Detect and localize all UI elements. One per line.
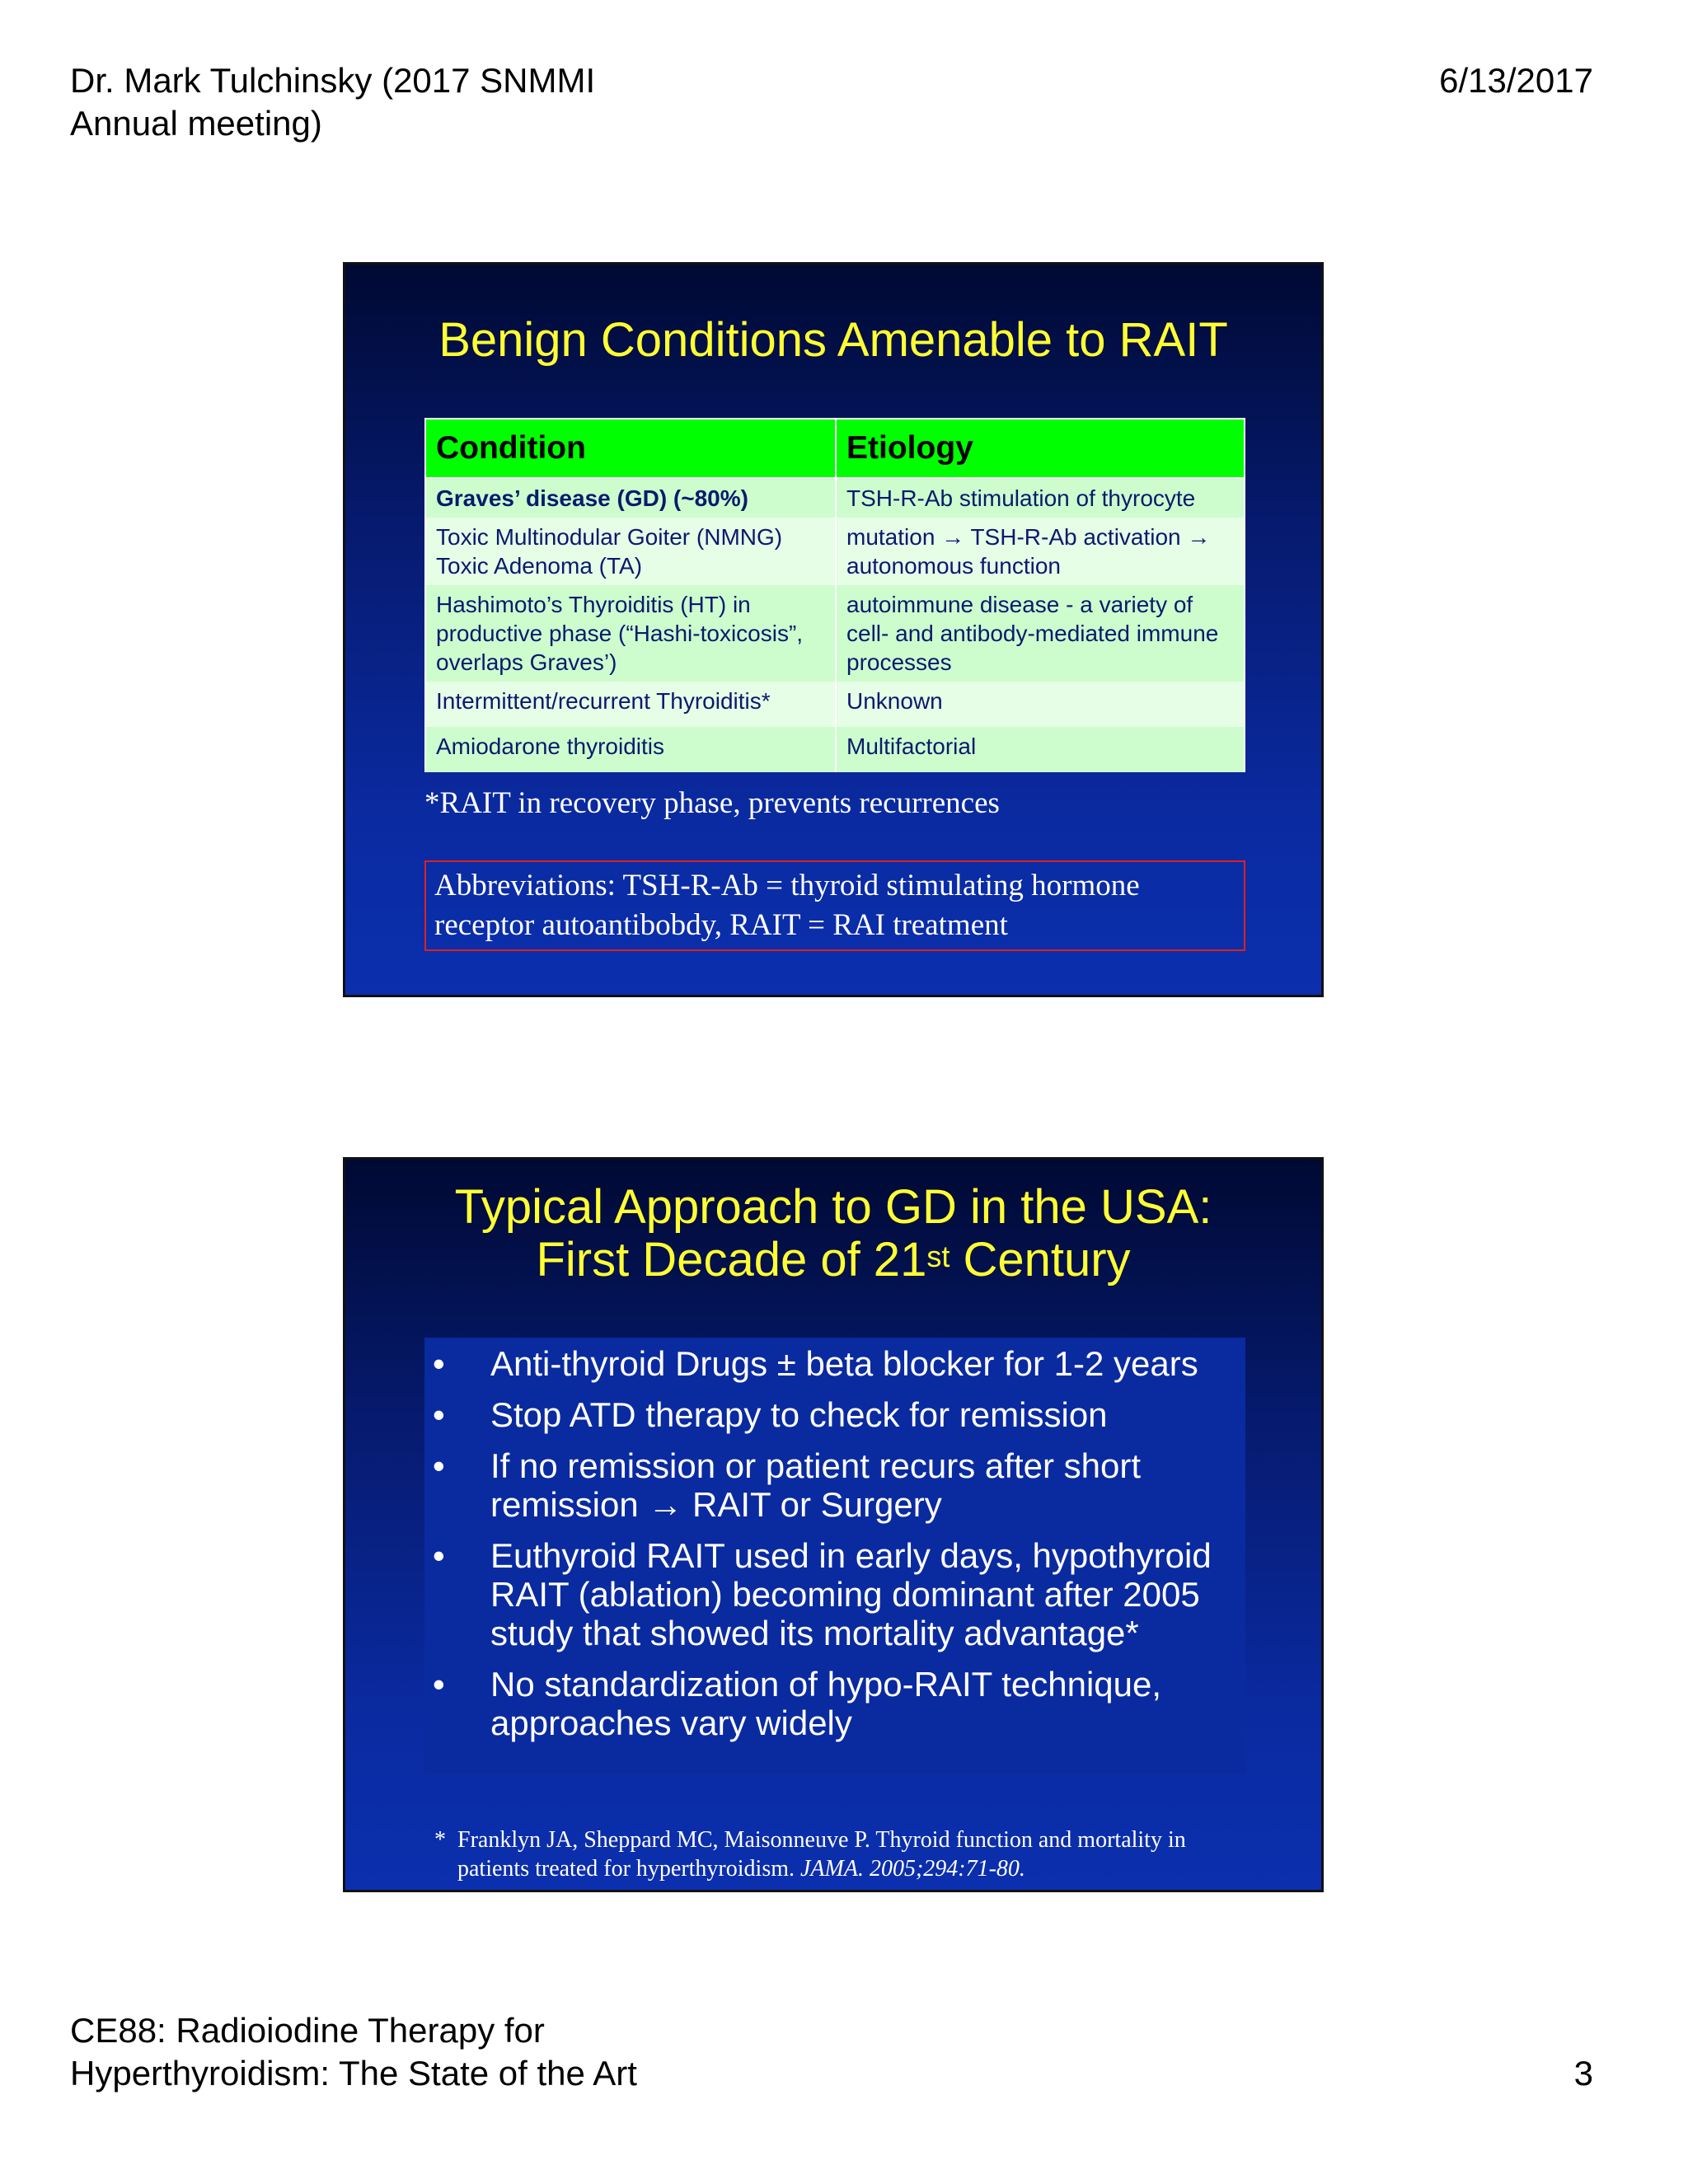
- author-line-1: Dr. Mark Tulchinsky (2017 SNMMI: [70, 61, 596, 100]
- list-item: [424, 1344, 1245, 1383]
- author-line-2: Annual meeting): [70, 104, 322, 143]
- condition-cell: Intermittent/recurrent Thyroiditis*: [425, 682, 836, 727]
- abbreviations-box: Abbreviations: TSH-R-Ab = thyroid stimulating hormone receptor autoantibobdy, RAIT = RAI treatment: [424, 860, 1245, 951]
- etiology-cell: TSH-R-Ab stimulation of thyrocyte: [836, 478, 1245, 518]
- course-line-2: Hyperthyroidism: The State of the Art: [70, 2054, 637, 2093]
- slide-typical-approach: [343, 1157, 1324, 1892]
- table-row: [425, 518, 1245, 585]
- condition-cell: Amiodarone thyroiditis: [425, 727, 836, 772]
- bullet-icon: •: [433, 1536, 445, 1575]
- list-item: [424, 1536, 1245, 1652]
- page-footer-course: [70, 2009, 894, 2095]
- bullet-text: If no remission or patient recurs after short remission → RAIT or Surgery: [490, 1446, 1141, 1524]
- reference-citation: Franklyn JA, Sheppard MC, Maisonneuve P. Thyroid function and mortality in patients treated for hyperthyroidism.: [457, 1827, 1186, 1882]
- list-item: [424, 1395, 1245, 1434]
- reference-marker: *: [434, 1827, 446, 1853]
- etiology-cell: autoimmune disease - a variety of cell- and antibody-mediated immune processes: [836, 585, 1245, 682]
- page-header-author: [70, 59, 812, 145]
- reference-journal: JAMA. 2005;294:71-80.: [800, 1856, 1025, 1882]
- etiology-cell: Unknown: [836, 682, 1245, 727]
- bullet-text: Anti-thyroid Drugs ± beta blocker for 1-2 years: [490, 1344, 1198, 1383]
- bullet-text: No standardization of hypo-RAIT technique, approaches vary widely: [490, 1665, 1162, 1742]
- bullet-list: [424, 1338, 1245, 1742]
- condition-cell: Graves’ disease (GD) (~80%): [425, 478, 836, 518]
- conditions-table: [424, 418, 1245, 772]
- condition-cell: Hashimoto’s Thyroiditis (HT) in productive phase (“Hashi-toxicosis”, overlaps Graves’): [425, 585, 836, 682]
- bullet-icon: •: [433, 1665, 445, 1704]
- table-row: [425, 478, 1245, 518]
- column-header-condition: Condition: [425, 419, 836, 478]
- bullet-text: Euthyroid RAIT used in early days, hypothyroid RAIT (ablation) becoming dominant after 2005 study that showed its mortality advantage*: [490, 1536, 1212, 1652]
- slide-benign-conditions: [343, 262, 1324, 997]
- bullet-icon: •: [433, 1446, 445, 1485]
- title-superscript: st: [926, 1240, 950, 1273]
- table-row: [425, 682, 1245, 727]
- bullet-icon: •: [433, 1395, 445, 1434]
- table-row: [425, 727, 1245, 772]
- course-line-1: CE88: Radioiodine Therapy for: [70, 2011, 545, 2050]
- list-item: [424, 1665, 1245, 1742]
- bullet-text: Stop ATD therapy to check for remission: [490, 1395, 1108, 1434]
- column-header-etiology: Etiology: [836, 419, 1245, 478]
- title-line-2: [345, 1234, 1321, 1286]
- etiology-cell: Multifactorial: [836, 727, 1245, 772]
- page-header-date: 6/13/2017: [1439, 61, 1593, 100]
- condition-cell: Toxic Multinodular Goiter (NMNG) Toxic Adenoma (TA): [425, 518, 836, 585]
- rait-footnote: *RAIT in recovery phase, prevents recurrences: [424, 786, 1000, 820]
- reference-text-block: [434, 1825, 1259, 1883]
- reference-footnote: [434, 1825, 1259, 1883]
- title-line-2-end: Century: [950, 1233, 1131, 1286]
- etiology-cell: mutation → TSH-R-Ab activation → autonomous function: [836, 518, 1245, 585]
- bullet-icon: •: [433, 1344, 445, 1383]
- slide-title: Benign Conditions Amenable to RAIT: [438, 313, 1228, 367]
- bullet-panel: [424, 1338, 1245, 1774]
- title-line-1: Typical Approach to GD in the USA:: [454, 1180, 1212, 1234]
- table-header-row: [425, 419, 1245, 478]
- list-item: [424, 1446, 1245, 1524]
- title-line-2-main: First Decade of 21: [536, 1233, 927, 1286]
- table-row: [425, 585, 1245, 682]
- page-number: 3: [1573, 2054, 1593, 2093]
- slide-title: [345, 1181, 1321, 1286]
